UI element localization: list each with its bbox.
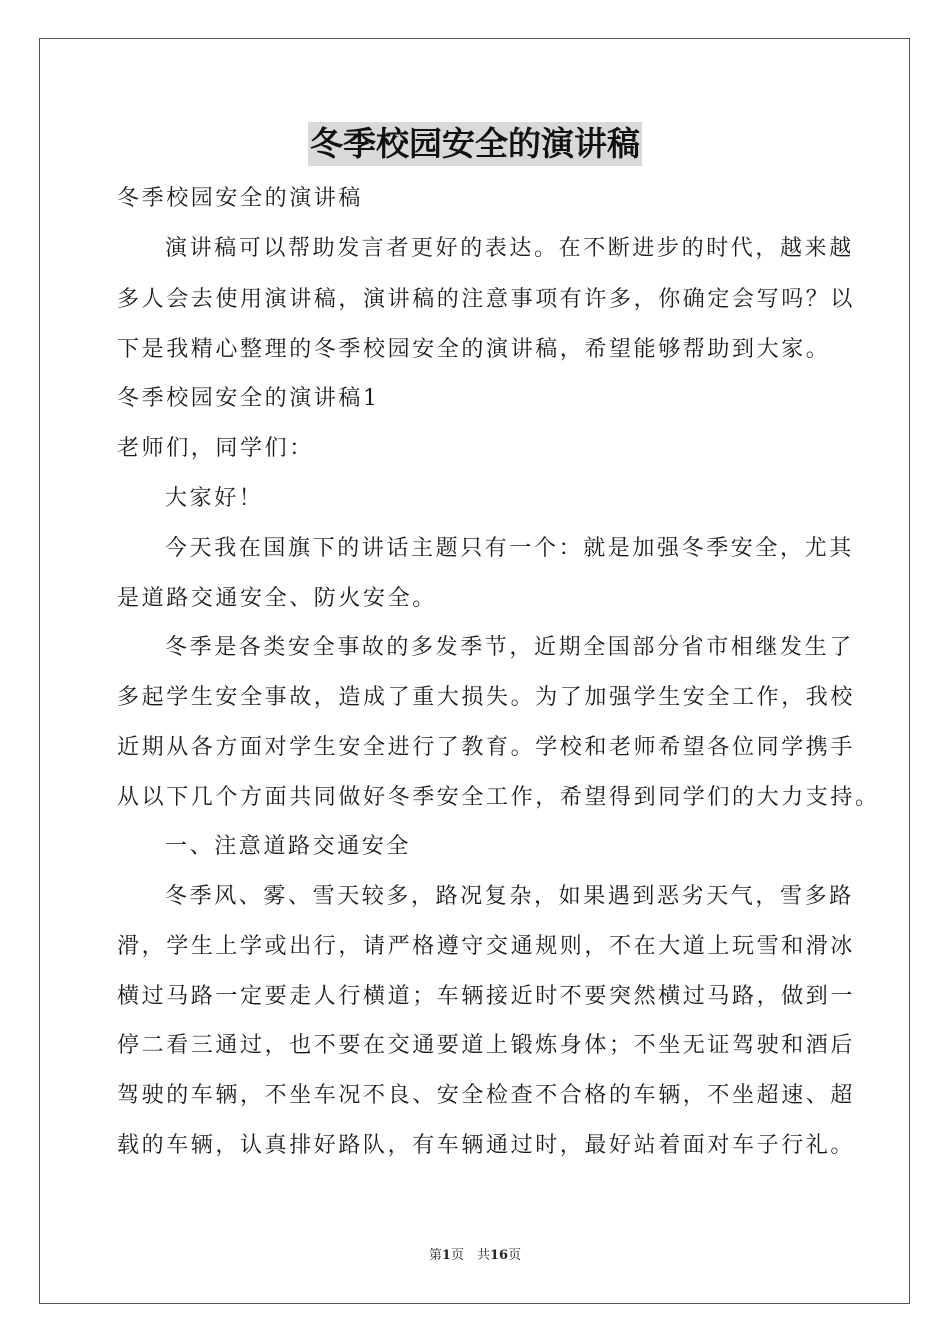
page-frame <box>39 38 910 1304</box>
subsection-heading: 一、注意道路交通安全 <box>165 834 412 859</box>
page-footer <box>0 1246 950 1266</box>
paragraph-line: 是道路交通安全、防火安全。 <box>117 586 437 611</box>
footer-page-mid: 页 共 <box>450 1248 490 1263</box>
paragraph-line: 近期从各方面对学生安全进行了教育。学校和老师希望各位同学携手 <box>117 735 856 760</box>
footer-page-prefix: 第 <box>428 1248 442 1263</box>
footer-page-total: 16 <box>489 1248 509 1263</box>
paragraph-line: 冬季风、雾、雪天较多，路况复杂，如果遇到恶劣天气，雪多路 <box>165 884 854 909</box>
paragraph-line: 多人会去使用演讲稿，演讲稿的注意事项有许多，你确定会写吗？以 <box>117 287 856 312</box>
footer-page-suffix: 页 <box>508 1248 522 1263</box>
paragraph-line: 下是我精心整理的冬季校园安全的演讲稿，希望能够帮助到大家。 <box>117 337 831 362</box>
paragraph-line: 停二看三通过，也不要在交通要道上锻炼身体；不坐无证驾驶和酒后 <box>117 1033 856 1058</box>
document-title: 冬季校园安全的演讲稿 <box>308 122 642 166</box>
section-heading: 冬季校园安全的演讲稿1 <box>117 386 380 411</box>
paragraph-line: 多起学生安全事故，造成了重大损失。为了加强学生安全工作，我校 <box>117 685 856 710</box>
paragraph-line: 演讲稿可以帮助发言者更好的表达。在不断进步的时代，越来越 <box>165 236 854 261</box>
title-wrap <box>0 122 950 166</box>
paragraph-line: 从以下几个方面共同做好冬季安全工作，希望得到同学们的大力支持。 <box>117 785 880 810</box>
paragraph-line: 载的车辆，认真排好路队，有车辆通过时，最好站着面对车子行礼。 <box>117 1133 856 1158</box>
paragraph-line: 老师们，同学们： <box>117 436 314 461</box>
paragraph-line: 横过马路一定要走人行横道；车辆接近时不要突然横过马路，做到一 <box>117 984 856 1009</box>
paragraph-line: 冬季校园安全的演讲稿 <box>117 186 364 211</box>
paragraph-line: 驾驶的车辆，不坐车况不良、安全检查不合格的车辆，不坐超速、超 <box>117 1083 856 1108</box>
footer-page-current: 1 <box>441 1248 451 1263</box>
paragraph-line: 滑，学生上学或出行，请严格遵守交通规则，不在大道上玩雪和滑冰 <box>117 934 856 959</box>
paragraph-line: 今天我在国旗下的讲话主题只有一个：就是加强冬季安全，尤其 <box>165 536 854 561</box>
paragraph-line: 冬季是各类安全事故的多发季节，近期全国部分省市相继发生了 <box>165 635 854 660</box>
paragraph-line: 大家好！ <box>165 486 264 511</box>
